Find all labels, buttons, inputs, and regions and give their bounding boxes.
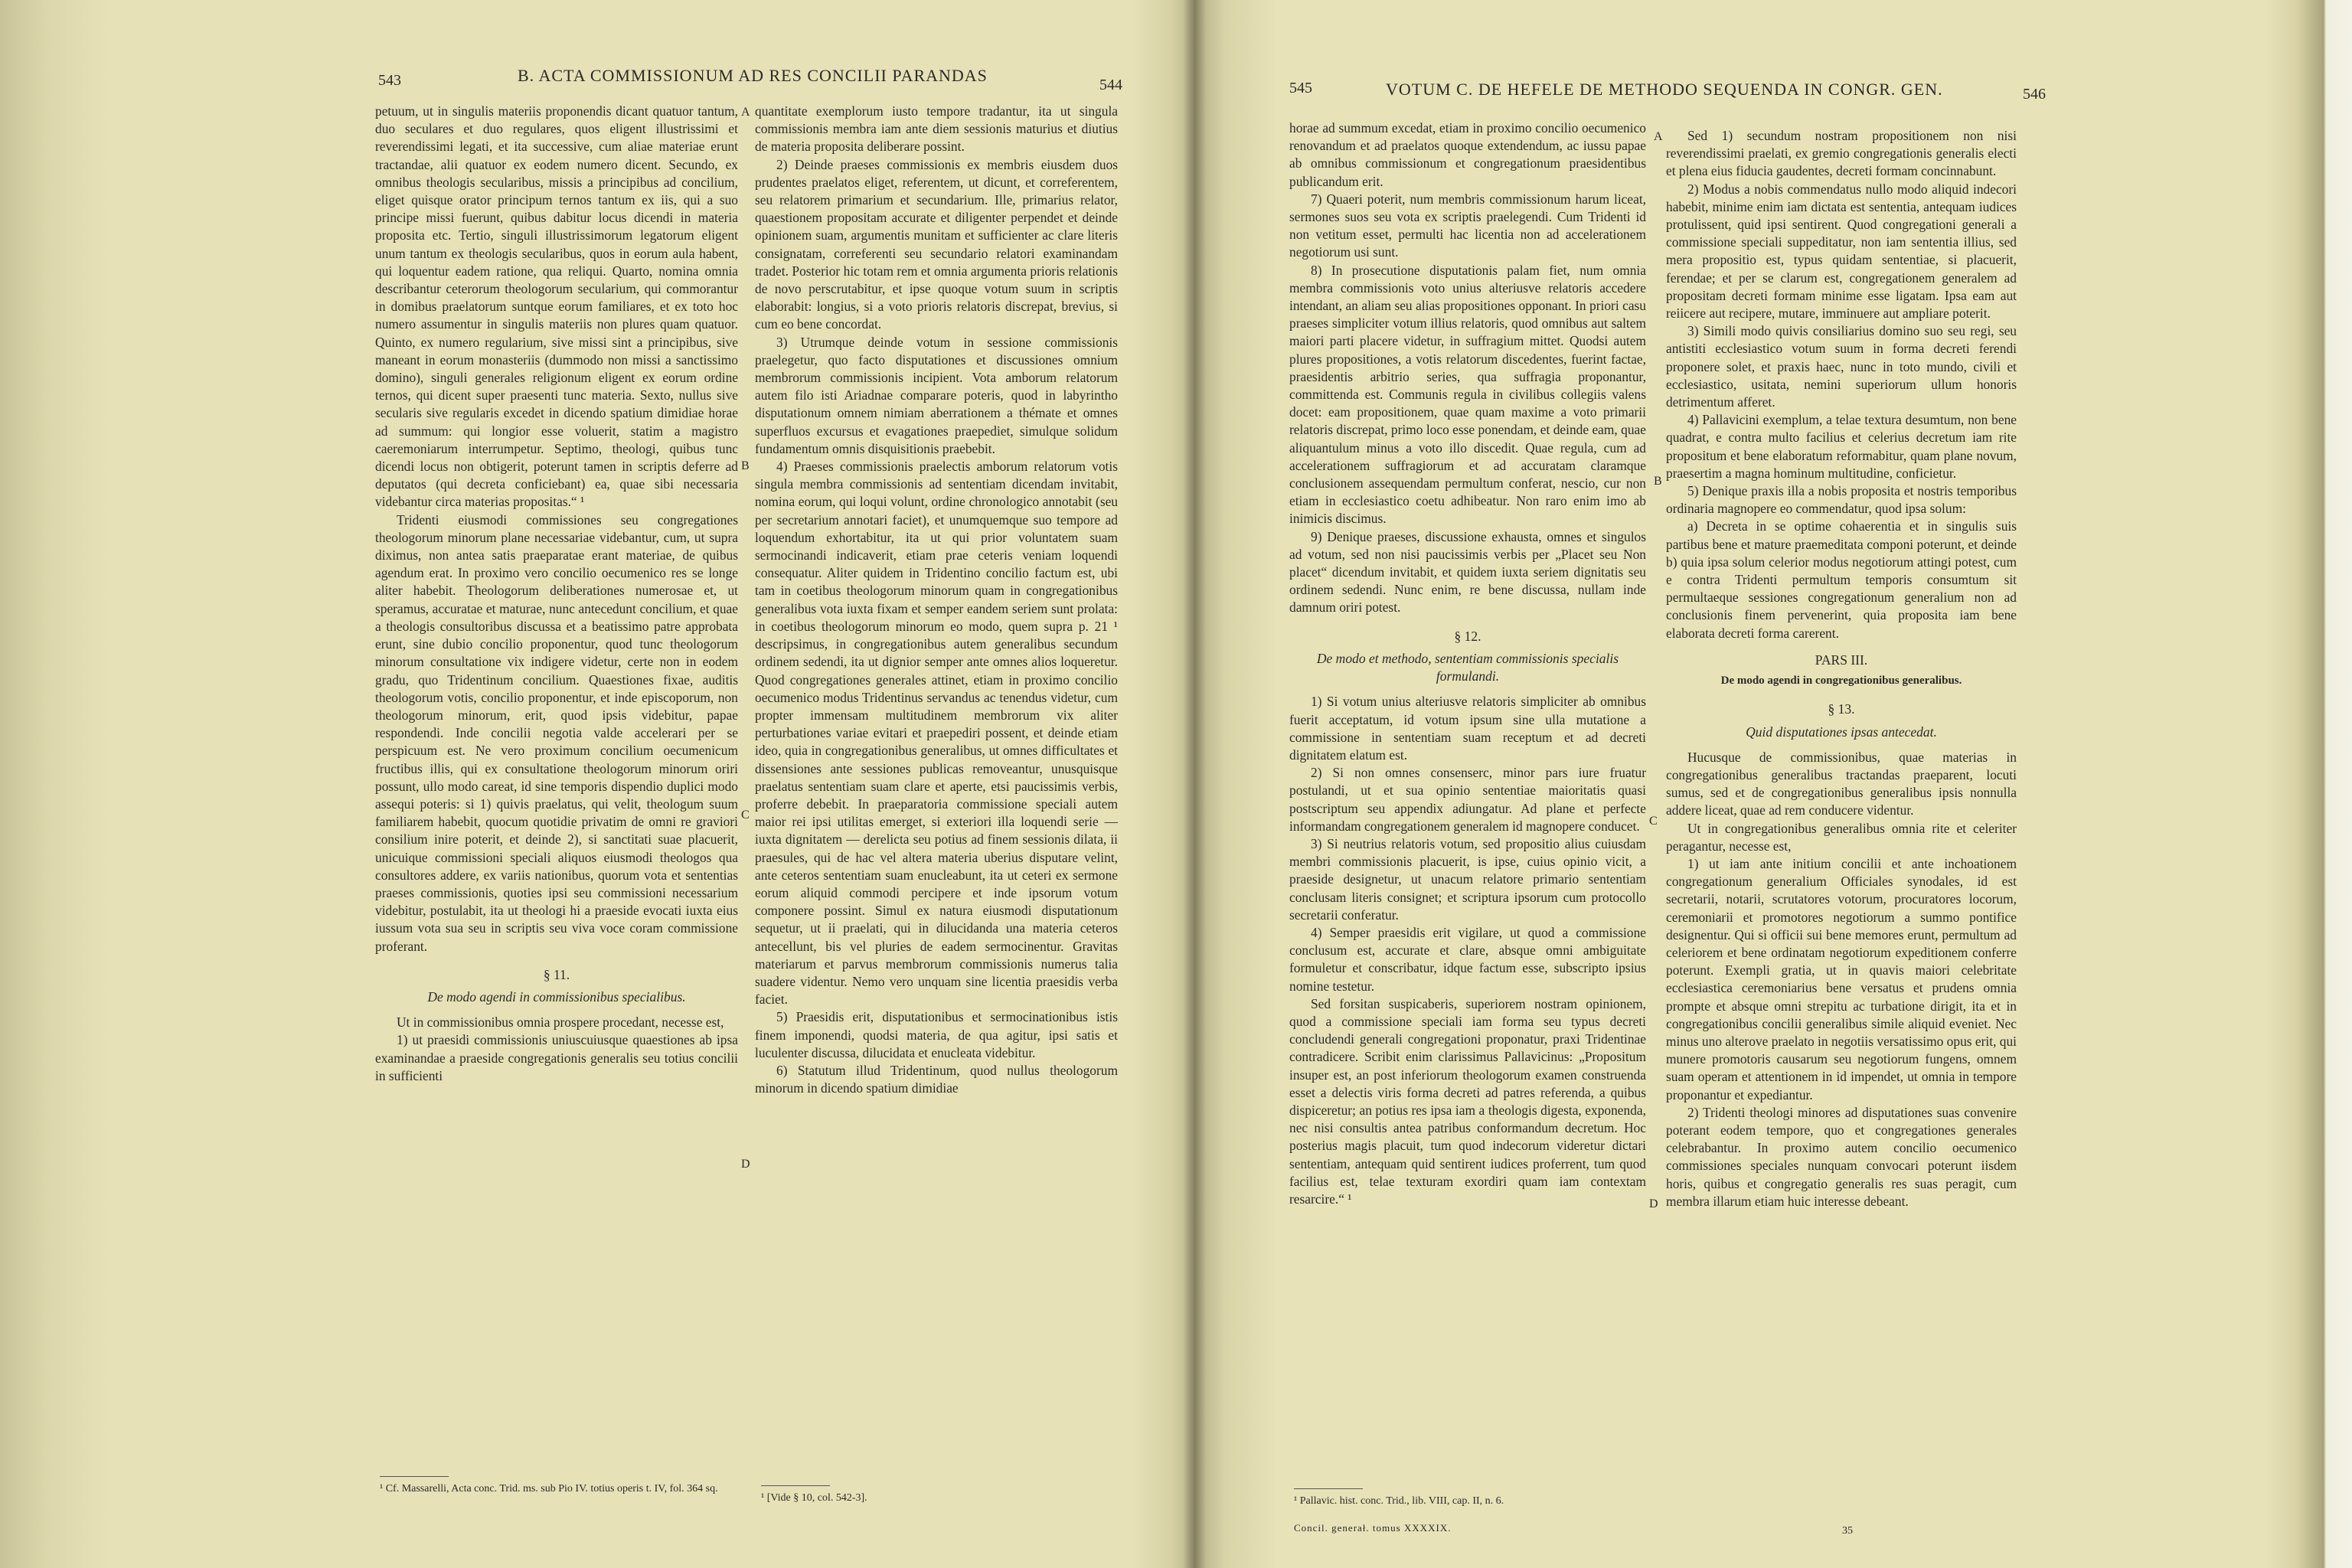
paragraph: 3) Utrumque deinde votum in sessione commissionis praelegetur, quo facto disputationes et discussiones omnium membrorum commissionis incipient. Vota amborum relatorum autem filo isti Ariadnae comparare poteris, quod in labyrintho disputationum omnem nimiam aberrationem a thémate et omnes superfluos excursus et evagationes praepediet, simulque solidum fundamentum omnis disquisitionis praebebit.: [755, 334, 1118, 456]
paragraph: 1) ut iam ante initium concilii et ante inchoationem congregationum generalium Officiales synodales, id est secretarii, notarii, scrutatores votorum, procuratores locorum, ceremoniarii et promotores negotiorum a summo pontifice designentur. Qui si officii sui bene memores erunt, permultum ad celeriorem et bene ordinatam negotiorum expeditionem conferre poterunt. Exempli gratia, ut in quavis maiori celebritate ecclesiastica ceremoniarius bene versatus et prudens omnia prompte et absque omni strepitu ac turbatione dirigit, ita et in congregationibus concilii generalibus simile aliquid eveniet. Nec minus uno alterove praelato in negotiis versatissimo opus erit, qui munere promotoris causarum seu negotiorum fungens, omnem suam operam et attentionem in id impendet, ut omnia in tempore proponantur et expediantur.: [1666, 855, 2017, 1102]
margin-letter-a: A: [1654, 130, 1663, 143]
left-running-header: B. ACTA COMMISSIONUM AD RES CONCILII PARANDAS: [518, 66, 988, 85]
page-number-546: 546: [2023, 86, 2046, 103]
margin-letter-b: B: [741, 459, 750, 472]
paragraph: 4) Praeses commissionis praelectis amborum relatorum votis singula membra commissionis ad sententiam dicendam invitabit, nomina eorum, qui loqui volunt, ordine chronologico annotabit (seu per secretarium annotari faciet), et unumquemque suo tempore ad loquendum exhortabitur, ita ut qui prior voluntatem suam sermocinandi indicaverit, etiam prae ceteris veniam loquendi consequatur. Aliter quidem in Tridentino concilio factum est, ubi tam in coetibus theologorum minorum quam in congregationibus generalibus vota iuxta fixam et semper eandem seriem sunt prolata: in coetibus theologorum minorum eo modo, quem supra p. 21 ¹ descripsimus, in congregationibus autem generalibus secundum ordinem sedendi, ita ut dignior semper ante omnes alios loqueretur. Quod congregationes generales attinet, etiam in proximo concilio oecumenico modus Tridentinus servandus ac tenendus videtur, cum propter immensam multitudinem membrorum vix aliter perturbationes variae evitari et praepediri possent, et deinde etiam ideo, quia in congregationibus generalibus, ut omnes difficultates et dissensiones ante sessiones publicas removeantur, unusquisque praelatus sententiam suam clare et aperte, etsi paucissimis verbis, proferre debebit. In praeparatoria commissione speciali autem maior rei ipsi utilitas emerget, si exteriori illa loquendi serie — iuxta dignitatem — derelicta seu potius ad finem sessionis dilata, ii praesules, qui de hac vel altera materia uberius disputare velint, ante ceteros sententiam suam enucleabunt, ita ut ceteri ex sermone eorum aliquid commodi percipere et inde ipsorum votum componere possint. Simul ex natura eiusmodi disputationum sequetur, ut ii praelati, qui in dilucidanda una materia ceteros antecellunt, bis vel pluries de eadem sermocinentur. Gravitas materiarum et parvus membrorum commissionis numerus talia suadere videntur. Nemo vero unquam sine licentia praesidis verba faciet.: [755, 459, 1118, 1008]
paragraph: Ut in commissionibus omnia prospere procedant, necesse est,: [397, 1014, 724, 1031]
section-number: § 11.: [543, 966, 570, 982]
paragraph: 3) Simili modo quivis consiliarius domino suo seu regi, seu antistiti ecclesiastico votum suum in forma decreti ferendi proponere solet, et praxis haec, nunc in toto mundo, civili et ecclesiastico, usitata, nemini superiorum ullum honoris detrimentum afferet.: [1666, 323, 2017, 410]
margin-letter-c: C: [741, 808, 750, 822]
paragraph: Hucusque de commissionibus, quae materias in congregationibus generalibus tractandas praeparent, locuti sumus, sed et de congregationibus generalibus ipsis nonnulla addere liceat, quae ad rem conducere videntur.: [1666, 749, 2017, 818]
book-gutter: [1183, 0, 1206, 1568]
paragraph: 2) Tridenti theologi minores ad disputationes suas convenire poterant eodem tempore, quo et congregationes generales celebrabantur. In proximo autem concilio oecumenico commissiones speciales nunquam convocari poterunt iisdem horis, quibus et congregatio generalis res suas peragit, cum membra illarum etiam huic interesse debeant.: [1666, 1104, 2017, 1209]
paragraph: 5) Praesidis erit, disputationibus et sermocinationibus istis finem imponendi, quodsi materia, de qua agitur, ipsi satis et luculenter discussa, dilucidata et enucleata videbitur.: [755, 1009, 1118, 1060]
footnote: [380, 1476, 740, 1496]
footnote-text: ¹ [Vide § 10, col. 542-3].: [761, 1492, 867, 1504]
paragraph: horae ad summum excedat, etiam in proximo concilio oecumenico renovandum et ad praelatos quoque extendendum, ac iussu papae ab omnibus commissionum et congregationum praesidentibus publicandum erit.: [1289, 120, 1646, 189]
paragraph: 8) In prosecutione disputationis palam fiet, num omnia membra commissionis voto unius alteriusve relatoris accedere intendant, an aliam seu alias propositiones opponant. In priori casu praeses simpliciter votum illius relatoris, quod omnibus aut saltem maiori parti placere videtur, in suffragium mittet. Quodsi autem plures propositiones, a votis relatorum discedentes, fuerint factae, praesidentis arbitrio series, qua suffragia proponantur, committenda est. Communis regula in civilibus collegiis valens docet: eam propositionem, quae quam maxime a voto primarii relatoris discrepat, primo loco esse ponendam, et deinde eam, quae aliquantulum minus a voto illo discedit. Quae regula, cum ad accelerationem suffragiorum et ad accuratam claramque conclusionem assequendam permultum conferat, nescio, cur non etiam in ecclesiastico coetu adhibeatur. Non raro enim imo ab inimicis discimus.: [1289, 262, 1646, 527]
section-title: Quid disputationes ipsas antecedat.: [1746, 724, 1937, 740]
signature-line: Concil. generał. tomus XXXXIX.: [1294, 1522, 1452, 1534]
paragraph: a) Decreta in se optime cohaerentia et in singulis suis partibus bene et mature praemeditata componi poterunt, et deinde b) quia ipsa solum celerior modus negotiorum attingi potest, cum e contra Tridenti permultum temporis consumtum sit permultaeque sessiones congregationum generalium non ad conclusionis finem pervenerint, quia proposita iam bene elaborata decreti forma carerent.: [1666, 518, 2017, 641]
margin-letter-d: D: [1649, 1197, 1658, 1210]
paragraph: 1) Si votum unius alteriusve relatoris simpliciter ab omnibus fuerit acceptatum, id votum ipsum sine ulla mutatione a commissione in sententiam suam receptum et ad decreti dignitatem elatum est.: [1289, 694, 1646, 763]
paragraph: Tridenti eiusmodi commissiones seu congregationes theologorum minorum plane necessariae videbantur, cum, ut supra diximus, non antea satis praeparatae erant materiae, de quibus agendum erat. In proximo vero concilio oecumenico res se longe aliter habebit. Theologorum deliberationes numerosae et, ut speramus, accuratae et maturae, nunc antecedunt concilium, et quae a theologis consultoribus discussa et a beatissimo patre approbata erunt, sine dubio concilio proponentur, quod tunc theologorum minorum consultatione vix indigere videtur, certe non in eodem gradu, quo Tridentinum concilium. Quaestiones fixae, auditis theologorum votis, concilio proponentur, et inde episcoporum, non theologorum minorum, erit, quod ipsis videbitur, papae respondendi. Inde concilii negotia valde accelerari per se perspicuum est. Ne vero proximum concilium oecumenicum fructibus illis, qui ex consultatione theologorum minorum oriri possunt, ullo modo careat, id sine temporis dispendio duplici modo assequi poteris: si 1) quivis praelatus, qui velit, theologum suum familiarem habebit, quocum quotidie privatim de omni re graviori consilium inire poterit, et deinde 2), si sanctitati suae placuerit, unicuique commissioni speciali aliquos eiusmodi theologos qua consultores addere, ex variis nationibus, quorum vota et sententias praeses commissionis, quoties ipsi seu commissioni necessarium videbitur, postulabit, ita ut theologi hi a praeside evocati iuxta eius iussum vota sua seu in scriptis seu viva voce coram commissione proferant.: [375, 511, 738, 954]
paragraph: 2) Si non omnes consenserc, minor pars iure fruatur postulandi, ut et sua opinio sententiae maioritatis quasi postscriptum seu appendix adiungatur. Ad plane et perfecte informandam congregationem generalem id magnopere conducet.: [1289, 765, 1646, 834]
paragraph: 9) Denique praeses, discussione exhausta, omnes et singulos ad votum, sed non nisi paucissimis verbis per „Placet seu Non placet“ dicendum invitabit, et quidem iuxta seriem dignitatis seu ordinem sedendi. Nunc enim, re bene discussa, nullam inde damnum oriri potest.: [1289, 528, 1646, 616]
page-number-544: 544: [1099, 77, 1122, 93]
paragraph: 4) Semper praesidis erit vigilare, ut quod a commissione conclusum est, accurate et clare, absque omni ambiguitate formuletur et conscribatur, idque factum esse, subscripto ipsius nomine testetur.: [1289, 924, 1646, 994]
paragraph: 7) Quaeri poterit, num membris commissionum harum liceat, sermones suos seu vota ex scriptis praelegendi. Cum Tridenti id non vetitum esset, permulti hac licentia non ad accelerationem negotiorum usi sunt.: [1289, 191, 1646, 260]
paragraph: quantitate exemplorum iusto tempore tradantur, ita ut singula commissionis membra iam ante diem sessionis maturius et diutius de materia proposita deliberare possint.: [755, 103, 1118, 155]
margin-letter-b: B: [1654, 475, 1662, 488]
section-number: § 13.: [1828, 701, 1855, 717]
paragraph: 1) ut praesidi commissionis uniuscuiusque quaestiones ab ipsa examinandae a praeside congregationis generalis seu totius concilii in sufficienti: [375, 1032, 738, 1083]
paragraph: Ut in congregationibus generalibus omnia rite et celeriter peragantur, necesse est,: [1666, 820, 2017, 854]
footnote-text: ¹ Cf. Massarelli, Acta conc. Trid. ms. sub Pio IV. totius operis t. IV, fol. 364 sq.: [380, 1483, 718, 1494]
paragraph: 2) Modus a nobis commendatus nullo modo aliquid indecori habebit, minime enim iam dictata est sententia, antequam iudices protulissent, quid ipsi sentirent. Quod congregationi generali a commissione speciali suppeditatur, non iam sententia illius, sed mera propositio est, typus quidam sententiae, si placuerit, ferendae; et per se clarum est, congregationem generalem ad propositam decreti formam minime esse ligatam. Ipsa eam aut reiicere aut recipere, mutare, imminuere aut ampliare poterit.: [1666, 181, 2017, 322]
quire-number: 35: [1842, 1525, 1853, 1537]
paragraph: petuum, ut in singulis materiis proponendis dicant quatuor tantum, duo seculares et duo regulares, quos eligent illustrissimi et reverendissimi legati, et ita successive, cum aliae materiae erunt tractandae, alii quatuor ex eodem numero dicent. Secundo, ex omnibus theologis secularibus, missis a principibus ad concilium, eliget quisque orator principum ternos tantum ex iis, qui a suo principe missi fuerunt, quibus dabitur locus dicendi in materia proposita etc. Tertio, singuli illustrissimorum legatorum eligent unum tantum ex theologis secularibus, quos in eorum aula habent, qui loquentur eadem ratione, qua reliqui. Quarto, nomina omnia describantur ceterorum theologorum secularium, qui commorantur in domibus praelatorum suntque eorum familiares, et ex toto hoc numero assumentur in singulis materiis non plures quam quatuor. Quinto, ex numero regularium, sive missi sint a principibus, sive maneant in eorum monasteriis (dummodo non missi a sanctissimo domino), singuli generales religionum eligent ex eorum ordine ternos, qui dicent super praesenti tunc materia. Sexto, nullus sive secularis sive regularis excedet in dicendo spatium dimidiae horae ad summum: qui longior esse voluerit, statim a magistro caeremoniarum interrumpetur. Septimo, theologi, quibus tunc dicendi locus non obtigerit, poterunt tamen in scriptis deferre ad deputatos (qui decreta conficiebant) ea, quae sibi necessaria videbantur circa materias propositas.“ ¹: [375, 103, 738, 510]
paragraph: Sed 1) secundum nostram propositionem non nisi reverendissimi praelati, ex gremio congregationis generalis electi et plena eius fiducia gaudentes, decreti formam concinnabunt.: [1666, 128, 2017, 179]
margin-letter-a: A: [741, 106, 750, 119]
footnote: [761, 1485, 1113, 1505]
right-running-header: VOTUM C. DE HEFELE DE METHODO SEQUENDA IN CONGR. GEN.: [1386, 80, 1943, 99]
right-page: [1194, 0, 2352, 1568]
right-page-column-2: [1666, 127, 2017, 1210]
paragraph: Sed forsitan suspicaberis, superiorem nostram opinionem, quod a commissione speciali iam forma seu typus decreti concludendi generali congregationi proponatur, praxi Tridentinae contradicere. Scribit enim clarissimus Pallavicinus: „Propositum insuper est, an post inferiorum theologorum examen construenda esset a delectis viris forma decreti ad patres referenda, a quibus dispiceretur; an potius res ipsa iam a theologis digesta, exponenda, nec nisi consultis antea patribus conformandum decretum. Hoc posterius magis placuit, tum quod indecorum videretur dictari sententiam, antequam quid sentirent iudices proferrent, tum quod facilius est, telae texturam exordiri quam iam contextam resarcire.“ ¹: [1289, 995, 1646, 1207]
part-title: De modo agendi in congregationibus generalibus.: [1720, 675, 1962, 688]
part-heading: PARS III.: [1815, 652, 1868, 668]
left-page-column-2: [755, 103, 1118, 1097]
paragraph: 6) Statutum illud Tridentinum, quod nullus theologorum minorum in dicendo spatium dimidiae: [755, 1062, 1118, 1096]
page-number-545: 545: [1289, 80, 1312, 96]
paragraph: 4) Pallavicini exemplum, a telae textura desumtum, non bene quadrat, e contra multo facilius et celerius decretum iam rite propositum et bene elaboratum reformabitur, quam plane novum, praesertim a magna hominum multitudine, conficietur.: [1666, 412, 2017, 481]
section-title: De modo et methodo, sententiam commissionis specialis formulandi.: [1316, 650, 1619, 684]
section-title: De modo agendi in commissionibus specialibus.: [427, 988, 686, 1004]
right-page-column-1: [1289, 119, 1646, 1208]
page-number-543: 543: [378, 72, 401, 89]
footnote-text: ¹ Pallavic. hist. conc. Trid., lib. VIII, cap. II, n. 6.: [1294, 1495, 1504, 1507]
margin-letter-c: C: [1649, 815, 1658, 828]
left-page-column-1: [375, 103, 738, 1085]
paragraph: 5) Denique praxis illa a nobis proposita et nostris temporibus ordinaria magnopere eo commendatur, quod ipsa solum:: [1666, 483, 2017, 517]
margin-letter-d: D: [741, 1158, 750, 1171]
paragraph: 2) Deinde praeses commissionis ex membris eiusdem duos prudentes praelatos eliget, referentem, ut dicunt, et correferentem, seu relatorem primarium et secundarium. Ille, primarius relator, quaestionem propositam accurate et diligenter perpendet et deinde opinionem suam, argumentis munitam et sufficienter ac clare literis consignatam, correferenti seu secundario relatori examinandam tradet. Posterior hic totam rem et omnia argumenta prioris relationis de novo perscrutabitur, et ipse quoque votum suum in scriptis elaborabit: longius, si a voto prioris relatoris discrepat, brevius, si cum eo bene concordat.: [755, 156, 1118, 332]
footnote: [1294, 1488, 1646, 1508]
section-number: § 12.: [1454, 628, 1481, 644]
paragraph: 3) Si neutrius relatoris votum, sed propositio alius cuiusdam membri commissionis placuerit, is ipse, cuius opinio vicit, a praeside designetur, ut unacum relatore primario sententiam conclusam literis consignet; et scriptura ipsorum cum protocollo secretarii conferatur.: [1289, 835, 1646, 923]
